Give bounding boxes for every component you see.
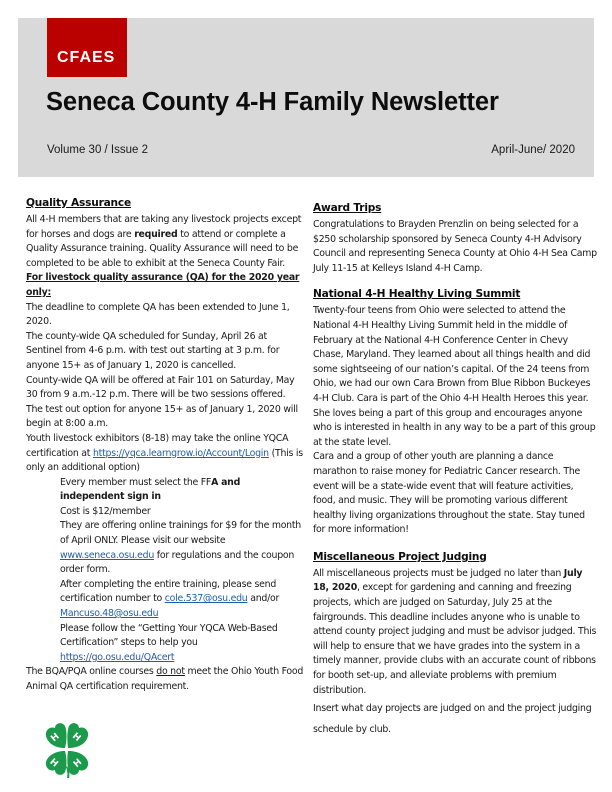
misc-judging-deadline: July 18, 2020 [313,567,583,594]
award-trips-heading: Award Trips [313,202,382,214]
qa-youth-online [26,432,304,476]
quality-assurance-heading: Quality Assurance [26,197,131,209]
svg-text:H: H [72,757,85,770]
healthy-living-body-2: Cara and a group of other youth are planning a dance marathon to raise money for Pediatric Cancer research. The event will be a state-wide event that will feature activities, food, and music. They will be promoting various different healthy living organizations throughout the state. Stay tuned for more information! [313,451,585,536]
svg-text:H: H [49,731,62,745]
seneca-website-link[interactable]: www.seneca.osu.edu [60,549,155,561]
4-h-clover-icon [36,722,98,778]
qa-youth-text: Youth livestock exhibitors (8-18) may take the online YQCA certification at [26,432,289,459]
qa-bqa-text: The BQA/PQA online courses [26,666,157,678]
qa-intro-text-2: to attend or complete a Quality Assurance training. Quality Assurance will need to be completed to be able to exhibit at the Seneca County Fair. [26,228,299,269]
qacert-link[interactable]: https://go.osu.edu/QAcert [60,651,175,663]
qa-intro-text: All 4-H members that are taking any livestock projects except for horses and dogs are [26,214,302,240]
qa-after-training [60,578,304,622]
misc-judging-body [313,567,597,698]
healthy-living-body-1: Twenty-four teens from Ohio were selected to attend the National 4-H Healthy Living Summit held in the middle of February at the National 4-H Conference Center in Chevy Chase, Maryland. They learned about all things health and did some sightseeing of our nation’s capital. Of the 24 teens from Ohio, we had our own Cara Brown from Blue Ribbon Buckeyes 4-H Club. Cara is part of the Ohio 4-H Health Heroes this year. She loves being a part of this group and encourages anyone who is interested in health in any way to be a part of this group at the state level. [313,305,596,448]
qa-ffa-bold: A and independent sign in [60,476,241,503]
qa-ffa-signin [60,476,304,505]
qa-required: required [134,228,178,240]
yqca-login-link[interactable]: https://yqca.learngrow.io/Account/Login [92,447,269,459]
qa-cancelled: The county-wide QA scheduled for Sunday, April 26 at Sentinel from 4-6 p.m. with test out starting at 3 p.m. for anyone 15+ as of January 1, 2020 is cancelled. [26,330,280,371]
qa-fair101: County-wide QA will be offered at Fair 101 on Saturday, May 30 from 9 a.m.-12 p.m. There will be two sessions offered. The test out option for anyone 15+ as of January 1, 2020 will begin at 8:00 a.m. [26,374,298,430]
qa-deadline: The deadline to complete QA has been extended to June 1, 2020. [26,301,290,328]
misc-judging-text-2: , except for gardening and canning and freezing projects, which are judged on Saturday, July 25 at the fairgrounds. This deadline includes anyone who is unable to attend county project judging and must be advisor judged. This will help to ensure that we have grades into the system in a timely manner, provide clubs with an accurate count of ribbons for booth set-up, and alleviate problems with premium distribution. [313,582,597,696]
svg-text:H: H [47,757,60,770]
qa-cost: Cost is $12/member [60,505,151,517]
qa-april-text-2: for regulations and the coupon order form. [60,549,295,576]
qa-after-text: After completing the entire training, please send certification number to [60,578,277,605]
qa-after-text-2: and/or [247,593,280,605]
qa-details-list [26,476,304,666]
misc-judging-text: All miscellaneous projects must be judged no later than [313,567,564,579]
qa-bqa-text-2: meet the Ohio Youth Food Animal QA certification requirement. [26,666,304,692]
award-trips-body: Congratulations to Brayden Prenzlin on being selected for a $250 scholarship sponsored by Seneca County 4-H Advisory Council and representing Seneca County at Ohio 4-H Sea Camp July 11-15 at Kelleys Island 4-H Camp. [313,219,597,274]
qa-april-offer [60,519,304,577]
qa-bqa-note [26,665,304,694]
healthy-living-heading: National 4-H Healthy Living Summit [313,288,521,301]
qa-follow-steps [60,622,304,666]
mancuso-email-link[interactable]: Mancuso.48@osu.edu [60,608,159,620]
cfaes-logo [47,18,127,77]
volume-issue: Volume 30 / Issue 2 [47,144,149,156]
qa-follow-text: Please follow the “Getting Your YQCA Web-Based Certification” steps to help you [60,622,278,649]
cfaes-logo-text: CFAES [57,49,116,66]
misc-judging-heading: Miscellaneous Project Judging [313,550,487,563]
issue-date: April-June/ 2020 [491,144,575,156]
qa-april-text: They are offering online trainings for $9 for the month of April ONLY. Please visit our website [60,520,301,547]
qa-intro [26,213,304,271]
misc-judging-insert: Insert what day projects are judged on and the project judging schedule by club. [313,703,592,736]
cole-email-link[interactable]: cole.537@osu.edu [164,593,248,605]
qa-2020-subheading: For livestock quality assurance (QA) for the 2020 year only: [26,272,300,298]
qa-youth-text-2: (This is only an additional option) [26,447,303,474]
svg-text:H: H [70,731,83,744]
qa-do-not: do not [156,666,185,678]
qa-ffa-text: Every member must select the FF [60,476,212,488]
newsletter-title: Seneca County 4-H Family Newsletter [46,88,499,116]
left-column [26,196,304,695]
right-column [313,196,597,740]
